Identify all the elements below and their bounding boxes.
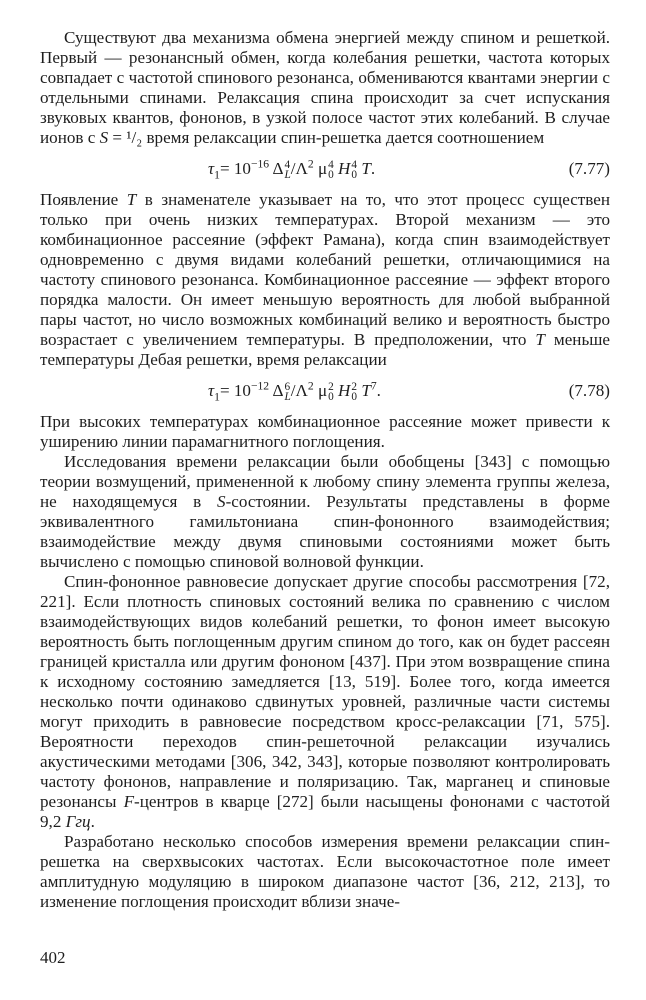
equation-7-77: [40, 148, 610, 190]
equation-7-78-number: (7.78): [568, 381, 610, 400]
equals-sign: =: [108, 128, 127, 147]
half-fraction: ¹/₂: [126, 128, 143, 147]
page-number: 402: [40, 948, 66, 967]
paragraph-3: При высоких температурах комбинационное рассеяние может привести к уширению линии парамагнитного поглощения.: [40, 412, 610, 451]
equation-7-77-number: (7.77): [568, 159, 610, 178]
paragraph-2: Появление T в знаменателе указывает на то, что этот процесс существен только при очень низких температурах. Второй механизм — это комбинационное рассеяние (эффект Рамана), когда спин взаимодействует одновременно с двумя видами колебаний решетки, отличающимися на частоту спинового резонанса. Комбинационное рассеяние — эффект второго порядка малости. Он имеет меньшую вероятность для любой выбранной пары частот, но число возможных комбинаций велико и вероятность быстро возрастает с увеличением температуры. В предположении, что T меньше температуры Дебая решетки, время релаксации: [40, 190, 611, 369]
spin-symbol: S: [99, 128, 109, 147]
paragraph-1-end: время релаксации спин-решетка дается соотношением: [146, 128, 545, 147]
page-body: [40, 28, 610, 912]
paragraph-5: Спин-фононное равновесие допускает другие способы рассмотрения [72, 221]. Если плотность спиновых состояний велика по сравнению с числом взаимодействующих видов колебаний решетки, то фонон имеет высокую вероятность быть поглощенным другим спином до того, как он будет рассеян границей кристалла или другим фононом [437]. При этом возвращение спина к исходному состоянию замедляется [13, 519]. Более того, когда имеется несколько почти одинаково сдвинутых уровней, различные части системы могут приходить в равновесие посредством кросс-релаксации [71, 575]. Вероятности переходов спин-решеточной релаксации изучались акустическими методами [306, 342, 343], которые позволяют контролировать частоту фононов, направление и поляризацию. Так, марганец и спиновые резонансы F-центров в кварце [272] были насыщены фононами с частотой 9,2 Ггц.: [40, 572, 610, 831]
paragraph-6: Разработано несколько способов измерения времени релаксации спин-решетка на сверхвысоких частотах. Если высокочастотное поле имеет амплитудную модуляцию в широком диапазоне частот [36, 212, 213], то изменение поглощения происходит вблизи значе-: [40, 832, 610, 911]
paragraph-4: Исследования времени релаксации были обобщены [343] с помощью теории возмущений, примененной к любому спину элемента группы железа, не находящемуся в S-состоянии. Результаты представлены в форме эквивалентного гамильтониана спин-фононного взаимодействия; взаимодействие между двумя спиновыми состояниями может быть вычислено с помощью спиновой волновой функции.: [40, 452, 610, 571]
equation-7-77-formula: $\tau_1= 10^{-16}$ Δ 4 $L/\Lambda^2$ μ 4 0 H 4 0 T.: [208, 157, 376, 182]
equation-7-78-formula: $\tau_1= 10^{-12}$ Δ 6 $L/\Lambda^2$ μ 2 0 H 2 0 $T^7$.: [208, 379, 381, 404]
paragraph-1-text: Существуют два механизма обмена энергией между спином и решеткой. Первый — резонансный обмен, когда колебания решетки, частота которых совпадает с частотой спинового резонанса, обмениваются квантами энергии с отдельными спинами. Релаксация спина происходит за счет испускания звуковых квантов, фононов, в узкой полосе частот этих колебаний. В случае ионов с: [40, 28, 610, 147]
paragraph-1: [40, 28, 610, 148]
equation-7-78: [40, 370, 610, 412]
